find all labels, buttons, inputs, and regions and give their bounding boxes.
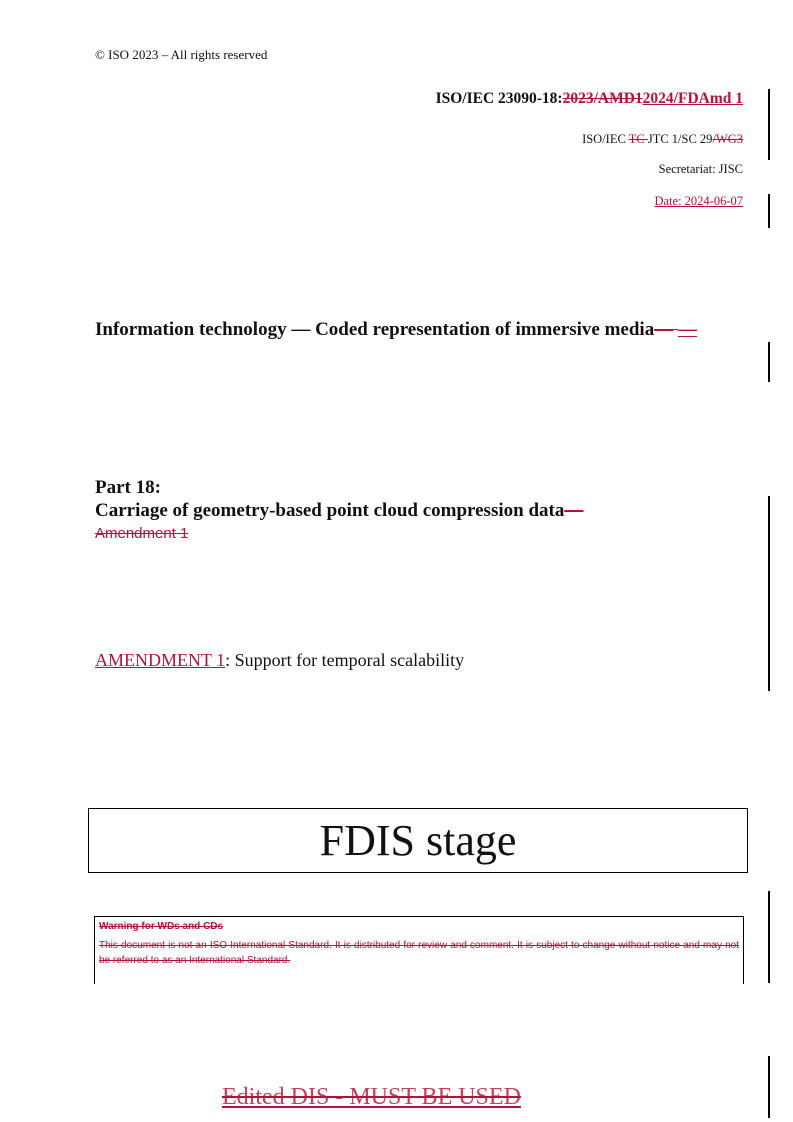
change-bar	[768, 194, 770, 228]
document-number-base: ISO/IEC 23090-18:	[435, 90, 563, 107]
committee-prefix: ISO/IEC	[582, 132, 629, 146]
part-title-text: Carriage of geometry-based point cloud compression data	[95, 500, 565, 521]
committee-deleted-prefix: TC	[628, 132, 648, 146]
amendment-title	[95, 650, 464, 671]
part-label: Part 18:	[95, 477, 161, 498]
warning-title: Warning for WDs and CDs	[99, 921, 224, 932]
warning-box	[94, 916, 744, 984]
main-title-deleted-dash: —	[654, 319, 678, 340]
amendment-subject: : Support for temporal scalability	[225, 650, 465, 670]
change-bar	[768, 891, 770, 983]
stage-label: FDIS stage	[319, 816, 517, 865]
main-title-inserted-dash: —	[677, 319, 697, 340]
stage-box	[88, 808, 748, 873]
warning-body: This document is not an ISO International Standard. It is distributed for review and comment. It is subject to change without notice and may not be referred to as an International Standard.	[99, 940, 739, 966]
change-bar	[768, 89, 770, 160]
amendment-label: AMENDMENT 1	[95, 650, 226, 670]
document-number-deleted: 2023/AMD1	[562, 90, 643, 107]
change-bar	[768, 496, 770, 691]
change-bar	[768, 1056, 770, 1118]
change-bar	[768, 342, 770, 382]
edited-notice: Edited DIS - MUST BE USED	[222, 1084, 521, 1110]
copyright-notice: © ISO 2023 – All rights reserved	[95, 47, 268, 62]
main-title	[95, 318, 745, 342]
document-number	[436, 90, 743, 108]
document-number-inserted: 2024/FDAmd 1	[642, 90, 743, 107]
secretariat: Secretariat: JISC	[658, 162, 743, 176]
document-date: Date: 2024-06-07	[654, 194, 743, 208]
committee-deleted-suffix: /WG3	[712, 132, 743, 146]
committee-reference	[582, 132, 743, 147]
main-title-text: Information technology — Coded representation of immersive media	[95, 319, 655, 340]
part-title	[95, 500, 755, 545]
part-title-deleted-amendment: Amendment 1	[95, 525, 189, 542]
part-title-deleted-dash: —	[564, 500, 584, 521]
committee-main: JTC 1/SC 29	[647, 132, 713, 146]
